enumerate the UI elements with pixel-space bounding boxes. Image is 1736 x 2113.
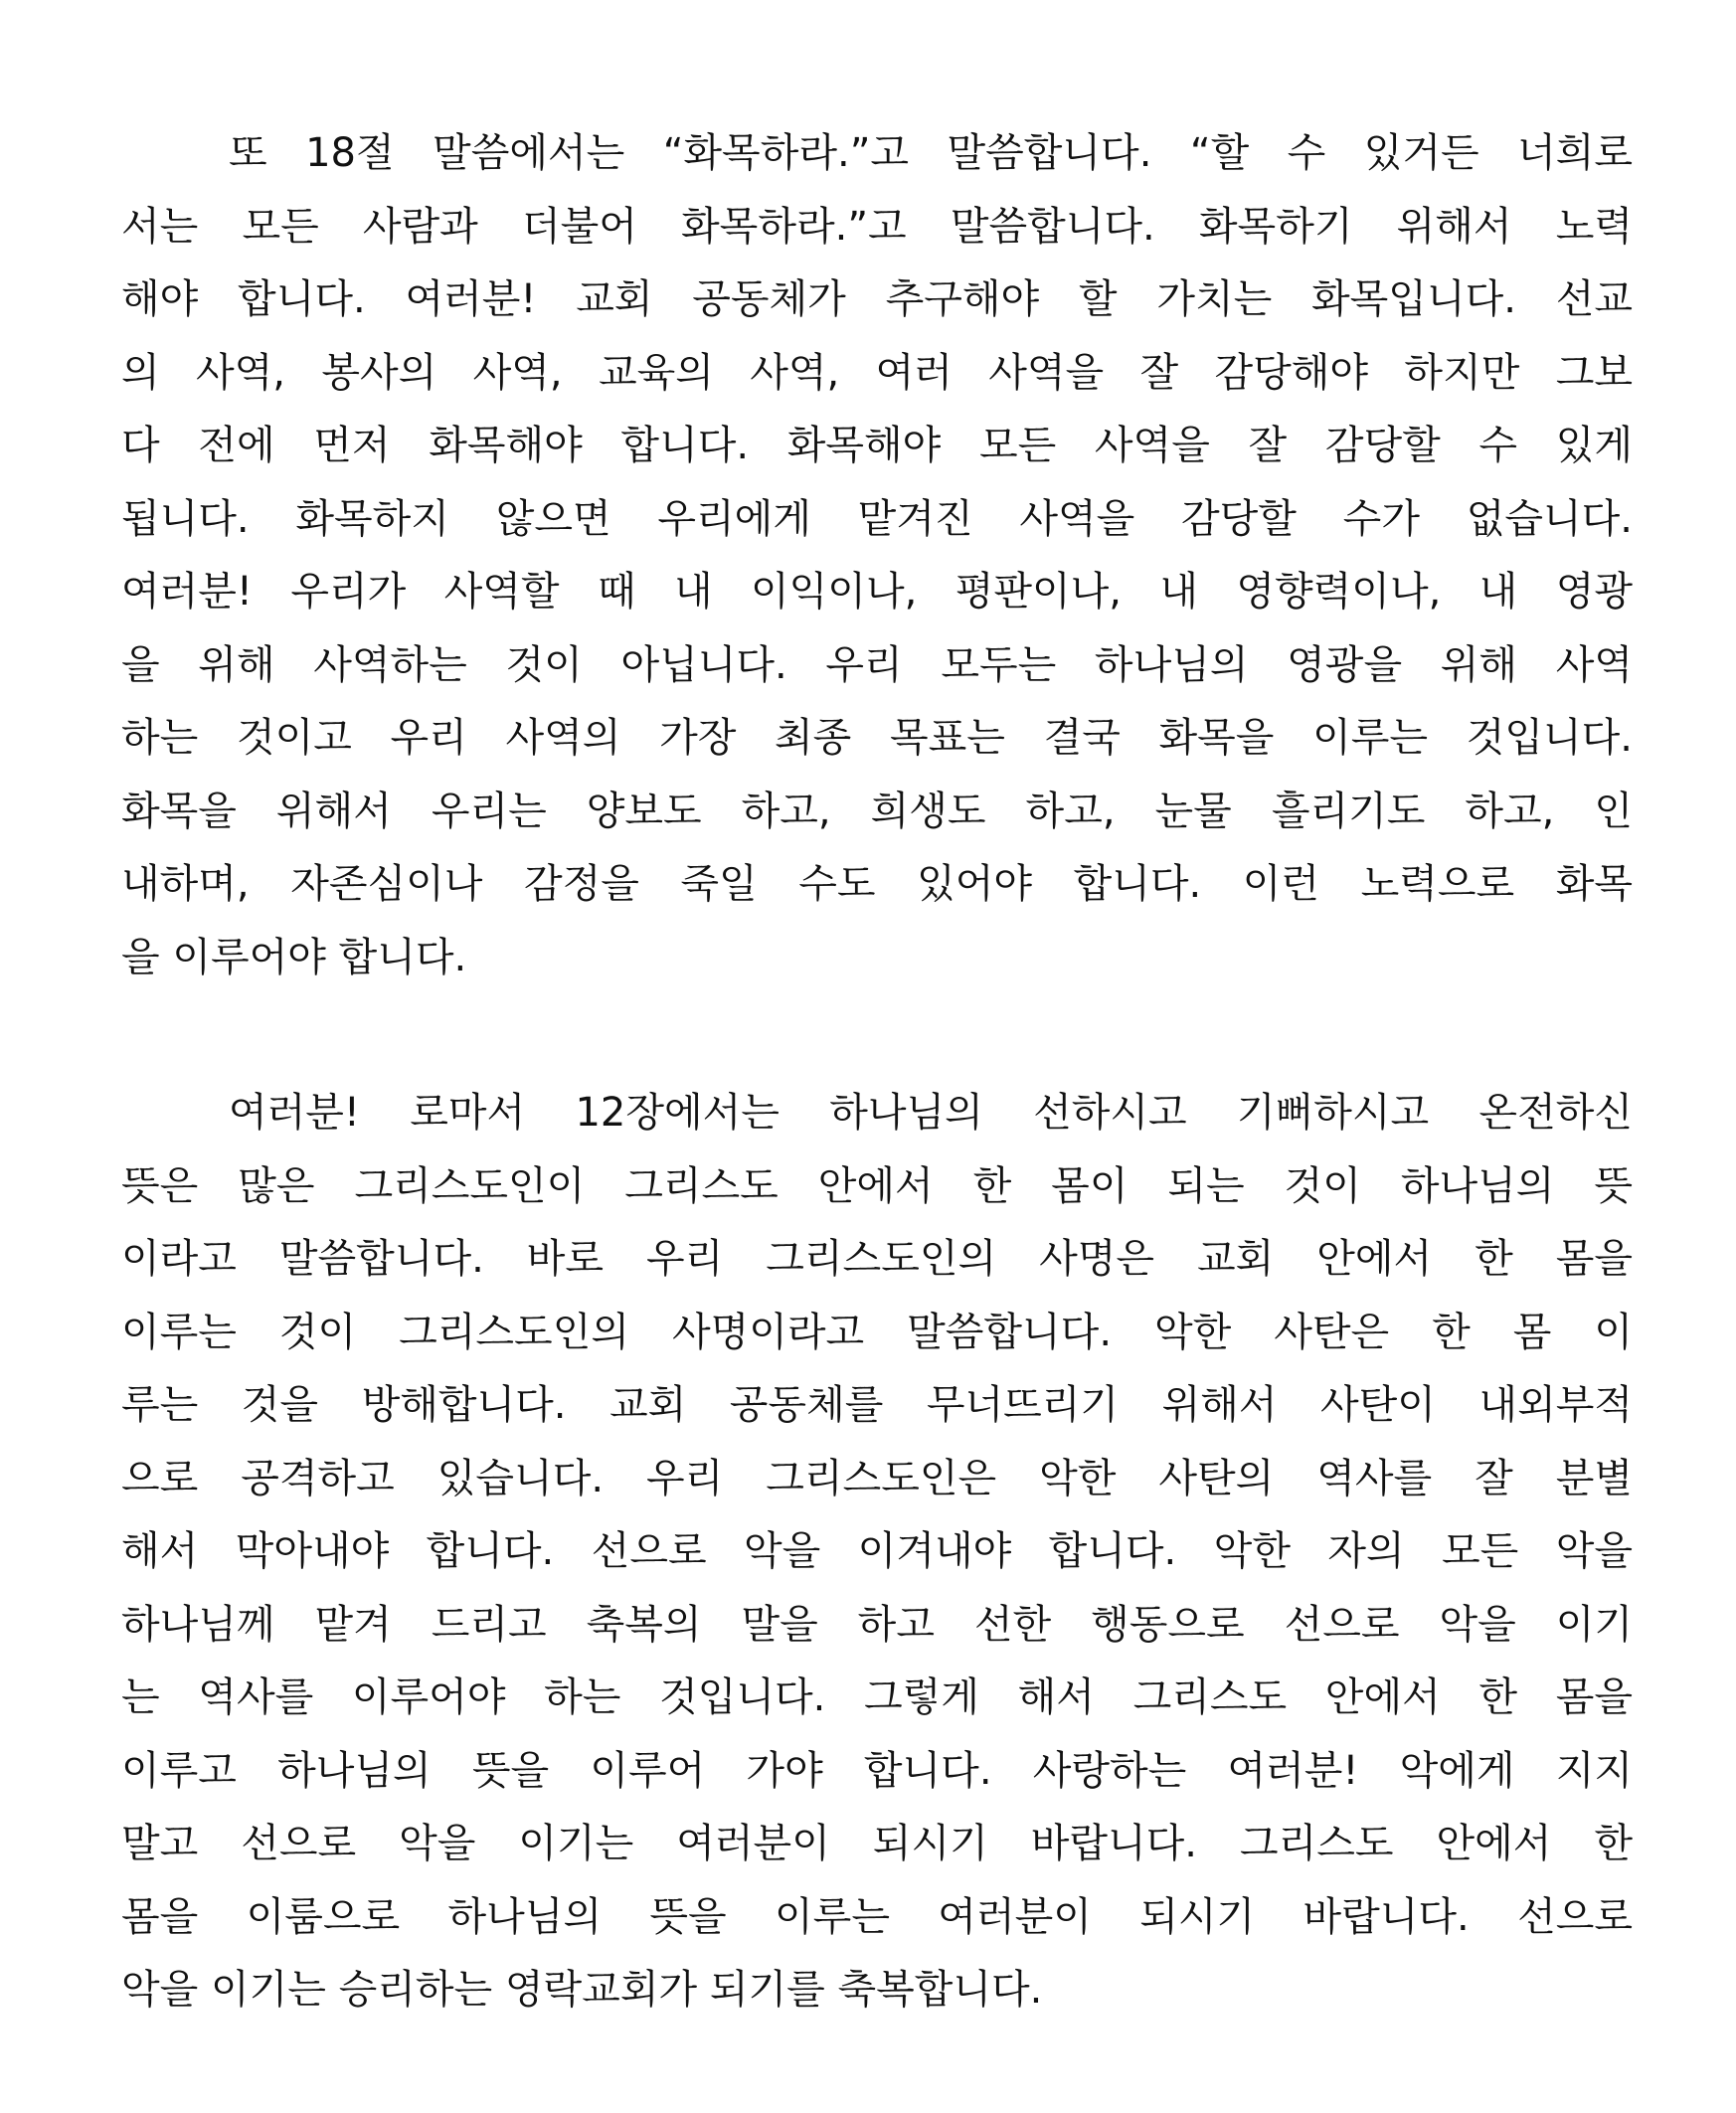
text-line: 이루는 것이 그리스도인의 사명이라고 말씀합니다. 악한 사탄은 한 몸 이 bbox=[121, 1309, 1633, 1355]
text-line: 다 전에 먼저 화목해야 합니다. 화목해야 모든 사역을 잘 감당할 수 있게 bbox=[121, 423, 1633, 468]
text-line: 을 위해 사역하는 것이 아닙니다. 우리 모두는 하나님의 영광을 위해 사역 bbox=[121, 641, 1633, 688]
text-line: 내하며, 자존심이나 감정을 죽일 수도 있어야 합니다. 이런 노력으로 화목 bbox=[121, 861, 1633, 907]
text-line: 서는 모든 사람과 더불어 화목하라.”고 말씀합니다. 화목하기 위해서 노력 bbox=[121, 203, 1633, 250]
text-line: 해서 막아내야 합니다. 선으로 악을 이겨내야 합니다. 악한 자의 모든 악을 bbox=[121, 1528, 1633, 1574]
text-line: 악을 이기는 승리하는 영락교회가 되기를 축복합니다. bbox=[121, 1967, 1043, 2013]
paragraph-2 bbox=[121, 1077, 1633, 2027]
text-line: 말고 선으로 악을 이기는 여러분이 되시기 바랍니다. 그리스도 안에서 한 bbox=[121, 1821, 1633, 1866]
text-line: 을 이루어야 합니다. bbox=[121, 934, 467, 980]
text-line: 또 18절 말씀에서는 “화목하라.”고 말씀합니다. “할 수 있거든 너희로 bbox=[229, 130, 1633, 176]
text-line: 해야 합니다. 여러분! 교회 공동체가 추구해야 할 가치는 화목입니다. 선교 bbox=[121, 276, 1633, 322]
text-line: 의 사역, 봉사의 사역, 교육의 사역, 여러 사역을 잘 감당해야 하지만 그보 bbox=[121, 349, 1633, 396]
text-line: 이라고 말씀합니다. 바로 우리 그리스도인의 사명은 교회 안에서 한 몸을 bbox=[121, 1236, 1633, 1282]
text-line: 이루고 하나님의 뜻을 이루어 가야 합니다. 사랑하는 여러분! 악에게 지지 bbox=[121, 1747, 1633, 1794]
text-line: 는 역사를 이루어야 하는 것입니다. 그렇게 해서 그리스도 안에서 한 몸을 bbox=[121, 1674, 1633, 1720]
text-line: 으로 공격하고 있습니다. 우리 그리스도인은 악한 사탄의 역사를 잘 분별 bbox=[121, 1455, 1633, 1501]
text-line: 하나님께 맡겨 드리고 축복의 말을 하고 선한 행동으로 선으로 악을 이기 bbox=[121, 1601, 1633, 1648]
paragraph-1 bbox=[121, 117, 1633, 994]
text-line: 하는 것이고 우리 사역의 가장 최종 목표는 결국 화목을 이루는 것입니다. bbox=[121, 715, 1633, 761]
text-line: 몸을 이룸으로 하나님의 뜻을 이루는 여러분이 되시기 바랍니다. 선으로 bbox=[121, 1893, 1633, 1940]
text-line: 화목을 위해서 우리는 양보도 하고, 희생도 하고, 눈물 흘리기도 하고, 인 bbox=[121, 788, 1633, 834]
text-line: 루는 것을 방해합니다. 교회 공동체를 무너뜨리기 위해서 사탄이 내외부적 bbox=[121, 1382, 1633, 1428]
text-line: 여러분! 우리가 사역할 때 내 이익이나, 평판이나, 내 영향력이나, 내 영광 bbox=[121, 569, 1633, 615]
text-line: 뜻은 많은 그리스도인이 그리스도 안에서 한 몸이 되는 것이 하나님의 뜻 bbox=[121, 1162, 1633, 1209]
text-line: 됩니다. 화목하지 않으면 우리에게 맡겨진 사역을 감당할 수가 없습니다. bbox=[121, 495, 1633, 542]
text-line: 여러분! 로마서 12장에서는 하나님의 선하시고 기뻐하시고 온전하신 bbox=[229, 1090, 1633, 1136]
